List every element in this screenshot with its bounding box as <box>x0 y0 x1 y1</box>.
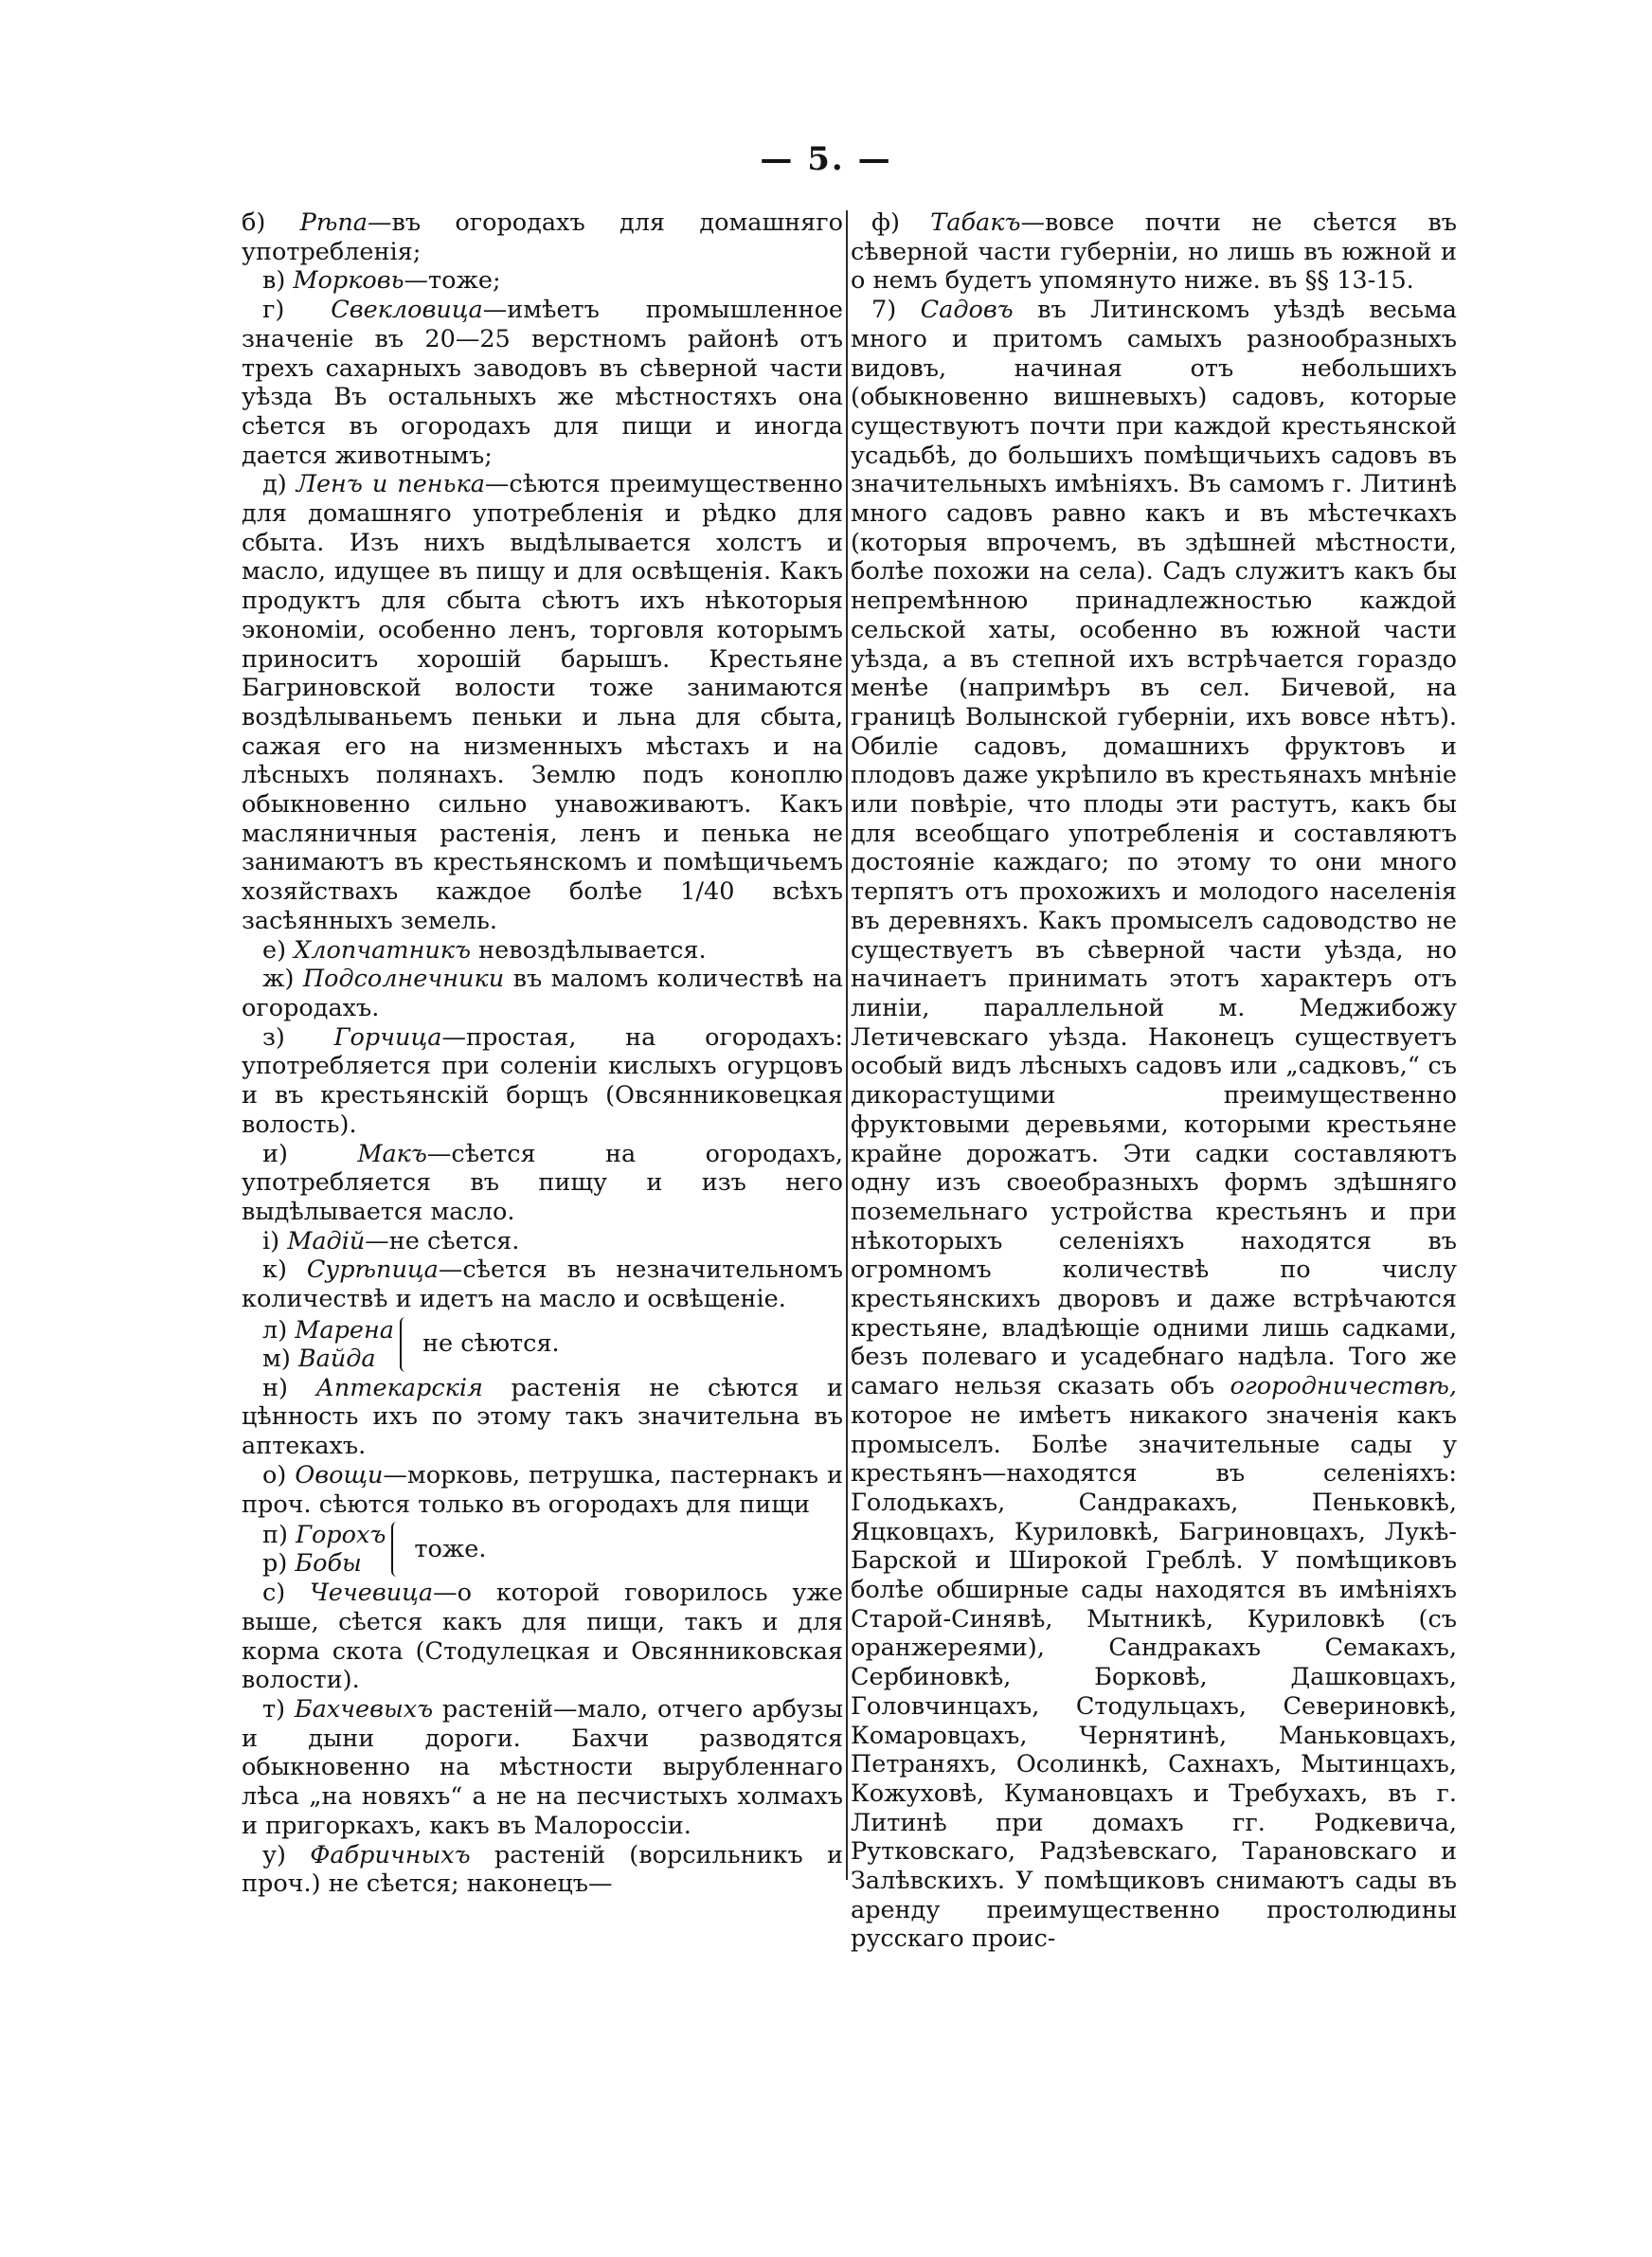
item-term: Садовъ <box>920 296 1014 325</box>
item-marker: л) <box>262 1315 296 1345</box>
brace-text: тоже. <box>414 1534 487 1563</box>
item-term: Хлопчатникъ <box>294 935 472 965</box>
item-text: —не сѣется. <box>365 1226 520 1255</box>
item-text: —сѣется въ незначительномъ количествѣ и идетъ на масло и освѣщеніе. <box>242 1255 843 1314</box>
item-term: Ленъ и пенька <box>296 470 485 499</box>
item-text: —простая, на огородахъ: употребляется при соленіи кислыхъ огурцовъ и въ крестьянскій борщъ (Овсянниковецкая волость). <box>242 1022 843 1139</box>
item-marker: е) <box>262 935 295 965</box>
item-term: Бахчевыхъ <box>294 1695 434 1724</box>
item-marker: ф) <box>871 208 931 237</box>
item-term: Овощи <box>295 1460 384 1490</box>
brace-items <box>262 1521 386 1578</box>
left-column <box>242 208 843 1899</box>
list-item <box>242 470 843 935</box>
item-term: Свекловица <box>331 296 483 325</box>
item-marker: в) <box>262 266 294 296</box>
item-term: Фабричныхъ <box>310 1840 471 1869</box>
item-text: невоздѣлывается. <box>471 935 707 965</box>
item-text: въ Литинскомъ уѣздѣ весьма много и притомъ самыхъ разнообразныхъ видовъ, начиная отъ небольшихъ (обыкновенно вишневыхъ) садовъ, которые существуютъ почти при каждой крестьянской усадьбѣ, до большихъ помѣщичьихъ садовъ въ значительныхъ имѣніяхъ. Въ самомъ г. Литинѣ много садовъ равно какъ и въ мѣстечкахъ (которыя впрочемъ, въ здѣшней мѣстности, болѣе похожи на села). Садъ служитъ какъ бы непремѣнною принадлежностью каждой сельской хаты, особенно въ южной части уѣзда, а въ степной ихъ встрѣчается гораздо менѣе (напримѣръ въ сел. Бичевой, на границѣ Волынской губерніи, ихъ вовсе нѣтъ). Обиліе садовъ, домашнихъ фруктовъ и плодовъ даже укрѣпило въ крестьянахъ мнѣніе или повѣріе, что плоды эти растутъ, какъ бы для всеобщаго употребленія и составляютъ достояніе каждаго; по этому то они много терпятъ отъ прохожихъ и молодого населенія въ деревняхъ. Какъ промыселъ садоводство не существуетъ въ сѣверной части уѣзда, но начинаетъ принимать этотъ характеръ отъ линіи, параллельной м. Меджибожу Летичевскаго уѣзда. Наконецъ существуетъ особый видъ лѣсныхъ садовъ или „садковъ,“ съ дикорастущими преимущественно фруктовыми деревьями, которыми крестьяне крайне дорожатъ. Эти садки составляютъ одну изъ своеобразныхъ формъ здѣшняго поземельнаго устройства крестьянъ и при нѣкоторыхъ селеніяхъ находятся въ огромномъ количествѣ по числу крестьянскихъ дворовъ и даже встрѣчаются крестьяне, владѣющіе одними лишь садками, безъ полеваго и усадебнаго надѣла. Того же самаго нельзя сказать объ <box>851 296 1457 1401</box>
item-term: Сурѣпица <box>306 1255 439 1285</box>
list-item <box>242 1461 843 1519</box>
item-term: Бобы <box>295 1549 362 1579</box>
item-term: Горохъ <box>296 1521 386 1550</box>
item-term: Чечевица <box>310 1579 434 1608</box>
brace-group-1 <box>262 1316 843 1373</box>
item-text: —въ огородахъ для домашняго употребленія; <box>242 208 843 266</box>
item-text: —вовсе почти не сѣется въ сѣверной части губерніи, но лишь въ южной и о немъ будетъ упомянуто ниже. въ §§ 13-15. <box>851 208 1458 296</box>
item-marker: б) <box>242 208 300 237</box>
list-item <box>242 1255 843 1313</box>
brace-item <box>262 1549 386 1578</box>
list-item <box>242 936 843 966</box>
list-item <box>851 208 1457 296</box>
list-item <box>851 296 1457 1954</box>
column-divider <box>846 210 848 1880</box>
page-number: — 5. — <box>760 140 892 178</box>
item-marker: и) <box>262 1139 358 1168</box>
item-term: Макъ <box>357 1139 427 1168</box>
item-term: Вайда <box>297 1344 376 1373</box>
item-text: —морковь, петрушка, пастернакъ и проч. сѣются только въ огородахъ для пищи <box>242 1460 843 1519</box>
item-term: Морковь <box>293 266 404 296</box>
item-text: растеній (ворсильникъ и проч.) не сѣется; наконецъ— <box>242 1840 843 1899</box>
list-item <box>242 1374 843 1461</box>
item-marker: к) <box>262 1255 307 1285</box>
item-marker: д) <box>262 470 296 499</box>
item-marker: м) <box>262 1344 298 1373</box>
brace-item <box>262 1345 394 1373</box>
item-term: Табакъ <box>930 208 1021 237</box>
list-item <box>242 208 843 266</box>
item-term: Рѣпа <box>299 208 368 237</box>
brace-text: не сѣются. <box>422 1329 560 1359</box>
item-marker: о) <box>262 1460 296 1490</box>
item-term: Мадій <box>287 1226 366 1255</box>
item-marker: і) <box>262 1226 288 1255</box>
list-item <box>242 965 843 1022</box>
item-text: растеній—мало, отчего арбузы и дыни дороги. Бахчи разводятся обыкновенно на мѣстности вырубленнаго лѣса „на новяхъ“ а не на песчистыхъ холмахъ и пригоркахъ, какъ въ Малороссіи. <box>242 1695 843 1840</box>
list-item <box>242 1140 843 1227</box>
item-marker: г) <box>262 296 332 325</box>
item-text: въ маломъ количествѣ на огородахъ. <box>242 965 844 1022</box>
list-item <box>242 1579 843 1695</box>
item-marker: с) <box>262 1579 311 1608</box>
item-term: Горчица <box>333 1022 442 1052</box>
item-marker: 7) <box>871 296 921 325</box>
brace-group-2 <box>262 1521 843 1578</box>
item-term: Подсолнечники <box>302 965 505 994</box>
list-item <box>242 296 843 470</box>
item-marker: т) <box>262 1695 295 1724</box>
item-text: растенія не сѣются и цѣнность ихъ по этому такъ значительна въ аптекахъ. <box>242 1373 843 1461</box>
item-text: —тоже; <box>404 266 501 296</box>
item-marker: п) <box>262 1521 296 1550</box>
item-term: Марена <box>295 1315 394 1345</box>
item-text: —о которой говорилось уже выше, сѣется какъ для пищи, такъ и для корма скота (Стодулецкая и Овсянниковская волости). <box>242 1579 843 1695</box>
brace-item <box>262 1521 386 1549</box>
brace-icon <box>391 1522 403 1577</box>
right-column <box>851 208 1457 1954</box>
item-term-inline: огородничествѣ, <box>1230 1372 1457 1401</box>
item-marker: н) <box>262 1373 316 1402</box>
item-marker: у) <box>262 1840 311 1869</box>
list-item <box>242 1023 843 1140</box>
item-text: —имѣетъ промышленное значеніе въ 20—25 верстномъ районѣ отъ трехъ сахарныхъ заводовъ въ сѣверной части уѣзда Въ остальныхъ же мѣстностяхъ она сѣется въ огородахъ для пищи и иногда дается животнымъ; <box>242 296 844 470</box>
list-item <box>242 1227 843 1256</box>
item-marker: ж) <box>262 965 303 994</box>
item-marker: з) <box>262 1022 334 1052</box>
item-text: —сѣются преимущественно для домашняго употребленія и рѣдко для сбыта. Изъ нихъ выдѣлывается холстъ и масло, идущее въ пищу и для освѣщенія. Какъ продуктъ для сбыта сѣютъ ихъ нѣкоторыя экономіи, особенно ленъ, торговля которымъ приноситъ хорошій барышъ. Крестьяне Багриновской волости тоже занимаются воздѣлываньемъ пеньки и льна для сбыта, сажая его на низменныхъ мѣстахъ и на лѣсныхъ полянахъ. Землю подъ коноплю обыкновенно сильно унавоживаютъ. Какъ масляничныя растенія, ленъ и пенька не занимаютъ въ крестьянскомъ и помѣщичьемъ хозяйствахъ каждое болѣе 1/40 всѣхъ засѣянныхъ земель. <box>242 470 843 935</box>
list-item <box>242 1841 843 1899</box>
item-marker: р) <box>262 1549 296 1579</box>
item-term: Аптекарскія <box>315 1373 483 1402</box>
brace-icon <box>400 1317 411 1372</box>
list-item <box>242 266 843 296</box>
brace-item <box>262 1316 394 1345</box>
list-item <box>242 1695 843 1841</box>
item-text: которое не имѣетъ никакого значенія какъ промыселъ. Болѣе значительные сады у крестьянъ—находятся въ селеніяхъ: Голодькахъ, Сандракахъ, Пеньковкѣ, Яцковцахъ, Куриловкѣ, Багриновцахъ, Лукѣ-Барской и Широкой Греблѣ. У помѣщиковъ болѣе обширные сады находятся въ имѣніяхъ Старой-Синявѣ, Мытникѣ, Куриловкѣ (съ оранжереями), Сандракахъ Семакахъ, Сербиновкѣ, Борковѣ, Дашковцахъ, Головчинцахъ, Стодульцахъ, Севериновкѣ, Комаровцахъ, Чернятинѣ, Маньковцахъ, Петраняхъ, Осолинкѣ, Сахнахъ, Мытинцахъ, Кожуховѣ, Кумановцахъ и Требухахъ, въ г. Литинѣ при домахъ гг. Родкевича, Рутковскаго, Радзѣевскаго, Тарановскаго и Залѣвскихъ. У помѣщиковъ снимаютъ сады въ аренду преимущественно простолюдины русскаго проис- <box>851 1400 1457 1954</box>
brace-items <box>262 1316 394 1373</box>
item-text: —сѣется на огородахъ, употребляется въ пищу и изъ него выдѣлывается масло. <box>242 1139 843 1226</box>
